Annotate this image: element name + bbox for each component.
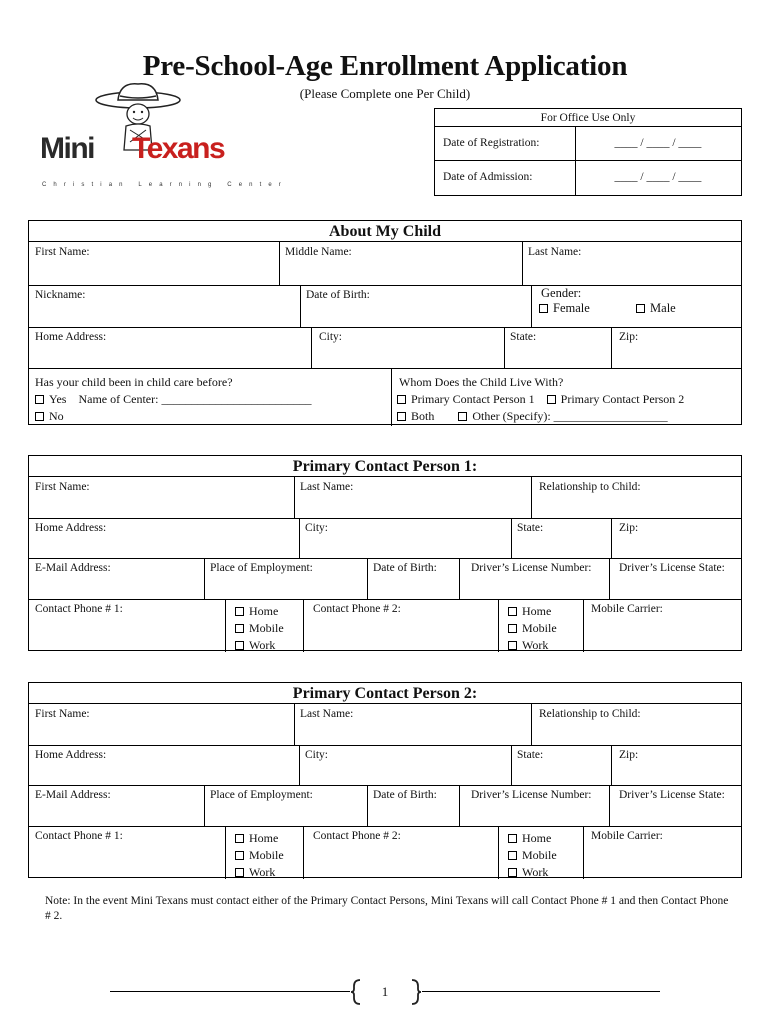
phone-work-option[interactable]: Work bbox=[235, 864, 284, 881]
section-heading: About My Child bbox=[29, 221, 741, 242]
footer-rule-left bbox=[110, 991, 350, 992]
mobile-checkbox[interactable] bbox=[235, 624, 244, 633]
section-heading: Primary Contact Person 1: bbox=[29, 456, 741, 477]
admission-label: Date of Admission: bbox=[443, 171, 533, 183]
pcp1-last-name-field[interactable]: Last Name: bbox=[300, 481, 354, 493]
phone-work-option[interactable]: Work bbox=[508, 637, 557, 654]
child-middle-name-field[interactable]: Middle Name: bbox=[285, 246, 352, 258]
child-care-question: Has your child been in child care before? Yes Name of Center: _________________________ No bbox=[35, 375, 312, 423]
mobile-checkbox[interactable] bbox=[235, 851, 244, 860]
pcp2-last-name-field[interactable]: Last Name: bbox=[300, 708, 354, 720]
pcp2-dl-state-field[interactable]: Driver’s License State: bbox=[619, 789, 725, 801]
home-checkbox[interactable] bbox=[235, 607, 244, 616]
pcp1-employment-field[interactable]: Place of Employment: bbox=[210, 562, 313, 574]
mobile-checkbox[interactable] bbox=[508, 851, 517, 860]
pcp1-mobile-carrier-field[interactable]: Mobile Carrier: bbox=[591, 603, 663, 615]
pcp1-relationship-field[interactable]: Relationship to Child: bbox=[539, 481, 641, 493]
contact-note: Note: In the event Mini Texans must contact either of the Primary Contact Persons, Mini Texans will call Contact Phone # 1 and then Contact Phone # 2. bbox=[45, 895, 729, 922]
pcp1-city-field[interactable]: City: bbox=[305, 522, 329, 534]
pcp2-mobile-carrier-field[interactable]: Mobile Carrier: bbox=[591, 830, 663, 842]
pcp2-email-field[interactable]: E-Mail Address: bbox=[35, 789, 111, 801]
child-city-field[interactable]: City: bbox=[319, 331, 343, 343]
pcp1-dl-number-field[interactable]: Driver’s License Number: bbox=[471, 562, 592, 574]
pcp1-phone2-type bbox=[498, 600, 557, 654]
work-checkbox[interactable] bbox=[235, 868, 244, 877]
logo-tagline: Christian Learning Center bbox=[42, 182, 288, 188]
child-zip-field[interactable]: Zip: bbox=[619, 331, 639, 343]
primary-contact-1-section bbox=[28, 455, 742, 651]
child-nickname-field[interactable]: Nickname: bbox=[35, 289, 86, 301]
other-checkbox[interactable] bbox=[458, 412, 467, 421]
pcp1-phone1-type bbox=[225, 600, 284, 654]
pcp2-phone2-field[interactable]: Contact Phone # 2: bbox=[313, 830, 401, 842]
home-checkbox[interactable] bbox=[508, 607, 517, 616]
home-checkbox[interactable] bbox=[235, 834, 244, 843]
lives-with-pcp1-option[interactable]: Primary Contact Person 1 bbox=[397, 392, 535, 406]
page-subtitle: (Please Complete one Per Child) bbox=[299, 86, 471, 101]
gender-group bbox=[531, 283, 676, 315]
about-my-child-section bbox=[28, 220, 742, 425]
phone-home-option[interactable]: Home bbox=[508, 603, 557, 620]
pcp2-checkbox[interactable] bbox=[547, 395, 556, 404]
male-checkbox[interactable] bbox=[636, 304, 645, 313]
office-use-heading: For Office Use Only bbox=[435, 109, 741, 127]
phone-mobile-option[interactable]: Mobile bbox=[235, 847, 284, 864]
primary-contact-2-section bbox=[28, 682, 742, 878]
lives-with-both-option[interactable]: Both bbox=[397, 409, 434, 423]
pcp1-email-field[interactable]: E-Mail Address: bbox=[35, 562, 111, 574]
page-title: Pre-School-Age Enrollment Application bbox=[142, 50, 628, 82]
page-number: 1 bbox=[381, 984, 389, 999]
logo-wordmark: Mini Texans bbox=[40, 132, 225, 165]
care-yes-option[interactable]: Yes Name of Center: _________________________ bbox=[35, 391, 311, 408]
mobile-checkbox[interactable] bbox=[508, 624, 517, 633]
pcp2-phone1-field[interactable]: Contact Phone # 1: bbox=[35, 830, 123, 842]
pcp2-state-field[interactable]: State: bbox=[517, 749, 544, 761]
pcp2-zip-field[interactable]: Zip: bbox=[619, 749, 639, 761]
lives-with-other-option[interactable]: Other (Specify): ___________________ bbox=[458, 409, 667, 423]
female-checkbox[interactable] bbox=[539, 304, 548, 313]
pcp1-dob-field[interactable]: Date of Birth: bbox=[373, 562, 437, 574]
pcp2-phone1-type bbox=[225, 827, 284, 881]
lives-with-question: Whom Does the Child Live With? Primary Contact Person 1 Primary Contact Person 2 Both Other (Specify): ___________________ bbox=[399, 375, 685, 423]
gender-label: Gender: bbox=[541, 286, 582, 300]
child-first-name-field[interactable]: First Name: bbox=[35, 246, 90, 258]
phone-home-option[interactable]: Home bbox=[235, 830, 284, 847]
work-checkbox[interactable] bbox=[508, 868, 517, 877]
home-checkbox[interactable] bbox=[508, 834, 517, 843]
pcp1-dl-state-field[interactable]: Driver’s License State: bbox=[619, 562, 725, 574]
pcp2-phone2-type bbox=[498, 827, 557, 881]
lives-with-pcp2-option[interactable]: Primary Contact Person 2 bbox=[547, 392, 685, 406]
work-checkbox[interactable] bbox=[508, 641, 517, 650]
work-checkbox[interactable] bbox=[235, 641, 244, 650]
yes-checkbox[interactable] bbox=[35, 395, 44, 404]
child-home-address-field[interactable]: Home Address: bbox=[35, 331, 107, 343]
child-state-field[interactable]: State: bbox=[510, 331, 537, 343]
both-checkbox[interactable] bbox=[397, 412, 406, 421]
pcp2-relationship-field[interactable]: Relationship to Child: bbox=[539, 708, 641, 720]
registration-row bbox=[435, 127, 741, 161]
admission-date-field[interactable]: ____ / ____ / ____ bbox=[614, 171, 702, 183]
care-no-option[interactable]: No bbox=[35, 408, 311, 425]
mini-texans-logo bbox=[38, 80, 288, 200]
pcp1-home-address-field[interactable]: Home Address: bbox=[35, 522, 107, 534]
center-name-field[interactable]: Name of Center: _________________________ bbox=[78, 392, 312, 406]
gender-female-option[interactable]: Female bbox=[539, 301, 590, 315]
pcp2-first-name-field[interactable]: First Name: bbox=[35, 708, 90, 720]
phone-home-option[interactable]: Home bbox=[235, 603, 284, 620]
section-heading: Primary Contact Person 2: bbox=[29, 683, 741, 704]
right-brace-icon bbox=[410, 978, 422, 1006]
pcp1-phone2-field[interactable]: Contact Phone # 2: bbox=[313, 603, 401, 615]
pcp2-dob-field[interactable]: Date of Birth: bbox=[373, 789, 437, 801]
admission-row bbox=[435, 161, 741, 195]
phone-mobile-option[interactable]: Mobile bbox=[508, 620, 557, 637]
pcp1-state-field[interactable]: State: bbox=[517, 522, 544, 534]
pcp2-home-address-field[interactable]: Home Address: bbox=[35, 749, 107, 761]
phone-home-option[interactable]: Home bbox=[508, 830, 557, 847]
child-dob-field[interactable]: Date of Birth: bbox=[306, 289, 370, 301]
office-use-table bbox=[434, 108, 742, 196]
pcp1-zip-field[interactable]: Zip: bbox=[619, 522, 639, 534]
pcp1-first-name-field[interactable]: First Name: bbox=[35, 481, 90, 493]
pcp1-phone1-field[interactable]: Contact Phone # 1: bbox=[35, 603, 123, 615]
phone-mobile-option[interactable]: Mobile bbox=[235, 620, 284, 637]
pcp2-employment-field[interactable]: Place of Employment: bbox=[210, 789, 313, 801]
pcp2-dl-number-field[interactable]: Driver’s License Number: bbox=[471, 789, 592, 801]
gender-male-option[interactable]: Male bbox=[636, 301, 676, 315]
pcp1-checkbox[interactable] bbox=[397, 395, 406, 404]
phone-mobile-option[interactable]: Mobile bbox=[508, 847, 557, 864]
child-last-name-field[interactable]: Last Name: bbox=[528, 246, 582, 258]
registration-label: Date of Registration: bbox=[443, 137, 540, 149]
phone-work-option[interactable]: Work bbox=[235, 637, 284, 654]
registration-date-field[interactable]: ____ / ____ / ____ bbox=[614, 137, 702, 149]
pcp2-city-field[interactable]: City: bbox=[305, 749, 329, 761]
phone-work-option[interactable]: Work bbox=[508, 864, 557, 881]
footer-rule-right bbox=[422, 991, 660, 992]
no-checkbox[interactable] bbox=[35, 412, 44, 421]
